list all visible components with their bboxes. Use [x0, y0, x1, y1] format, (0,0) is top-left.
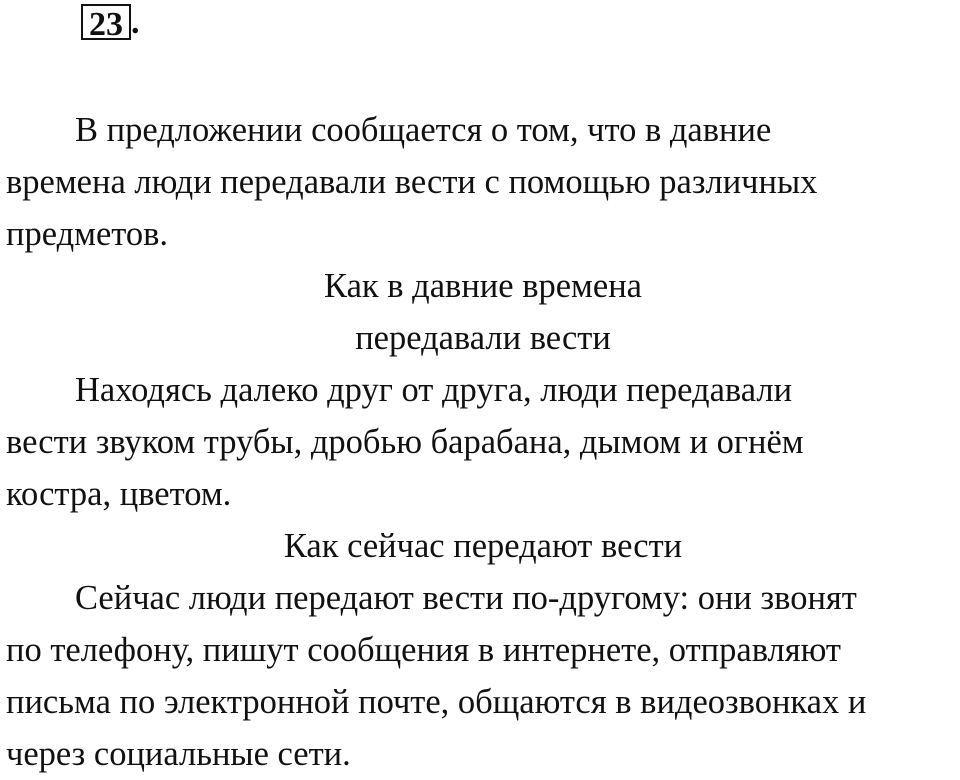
paragraph-1-line-3: костра, цветом.	[6, 475, 232, 513]
intro-line-2: времена люди передавали вести с помощью различных	[6, 163, 818, 201]
answer-text	[6, 104, 960, 780]
task-number	[81, 4, 140, 43]
paragraph-2-line-1: Сейчас люди передают вести по-другому: они звонят	[75, 579, 857, 617]
heading-2: Как сейчас передают вести	[283, 527, 683, 565]
paragraph-1-line-1: Находясь далеко друг от друга, люди передавали	[75, 371, 793, 409]
paragraph-2-line-2: по телефону, пишут сообщения в интернете, отправляют	[6, 631, 842, 669]
task-number-dot: .	[131, 4, 140, 41]
task-number-box: 23	[81, 4, 131, 40]
intro-line-1: В предложении сообщается о том, что в давние	[75, 111, 772, 149]
heading-1-line-1: Как в давние времена	[324, 267, 642, 305]
intro-line-3: предметов.	[6, 215, 169, 253]
heading-1-line-2: передавали вести	[355, 319, 611, 357]
paragraph-1-line-2: вести звуком трубы, дробью барабана, дымом и огнём	[6, 423, 804, 461]
paragraph-2-line-4: через социальные сети.	[6, 735, 351, 773]
paragraph-2-line-3: письма по электронной почте, общаются в видеозвонках и	[6, 683, 867, 721]
